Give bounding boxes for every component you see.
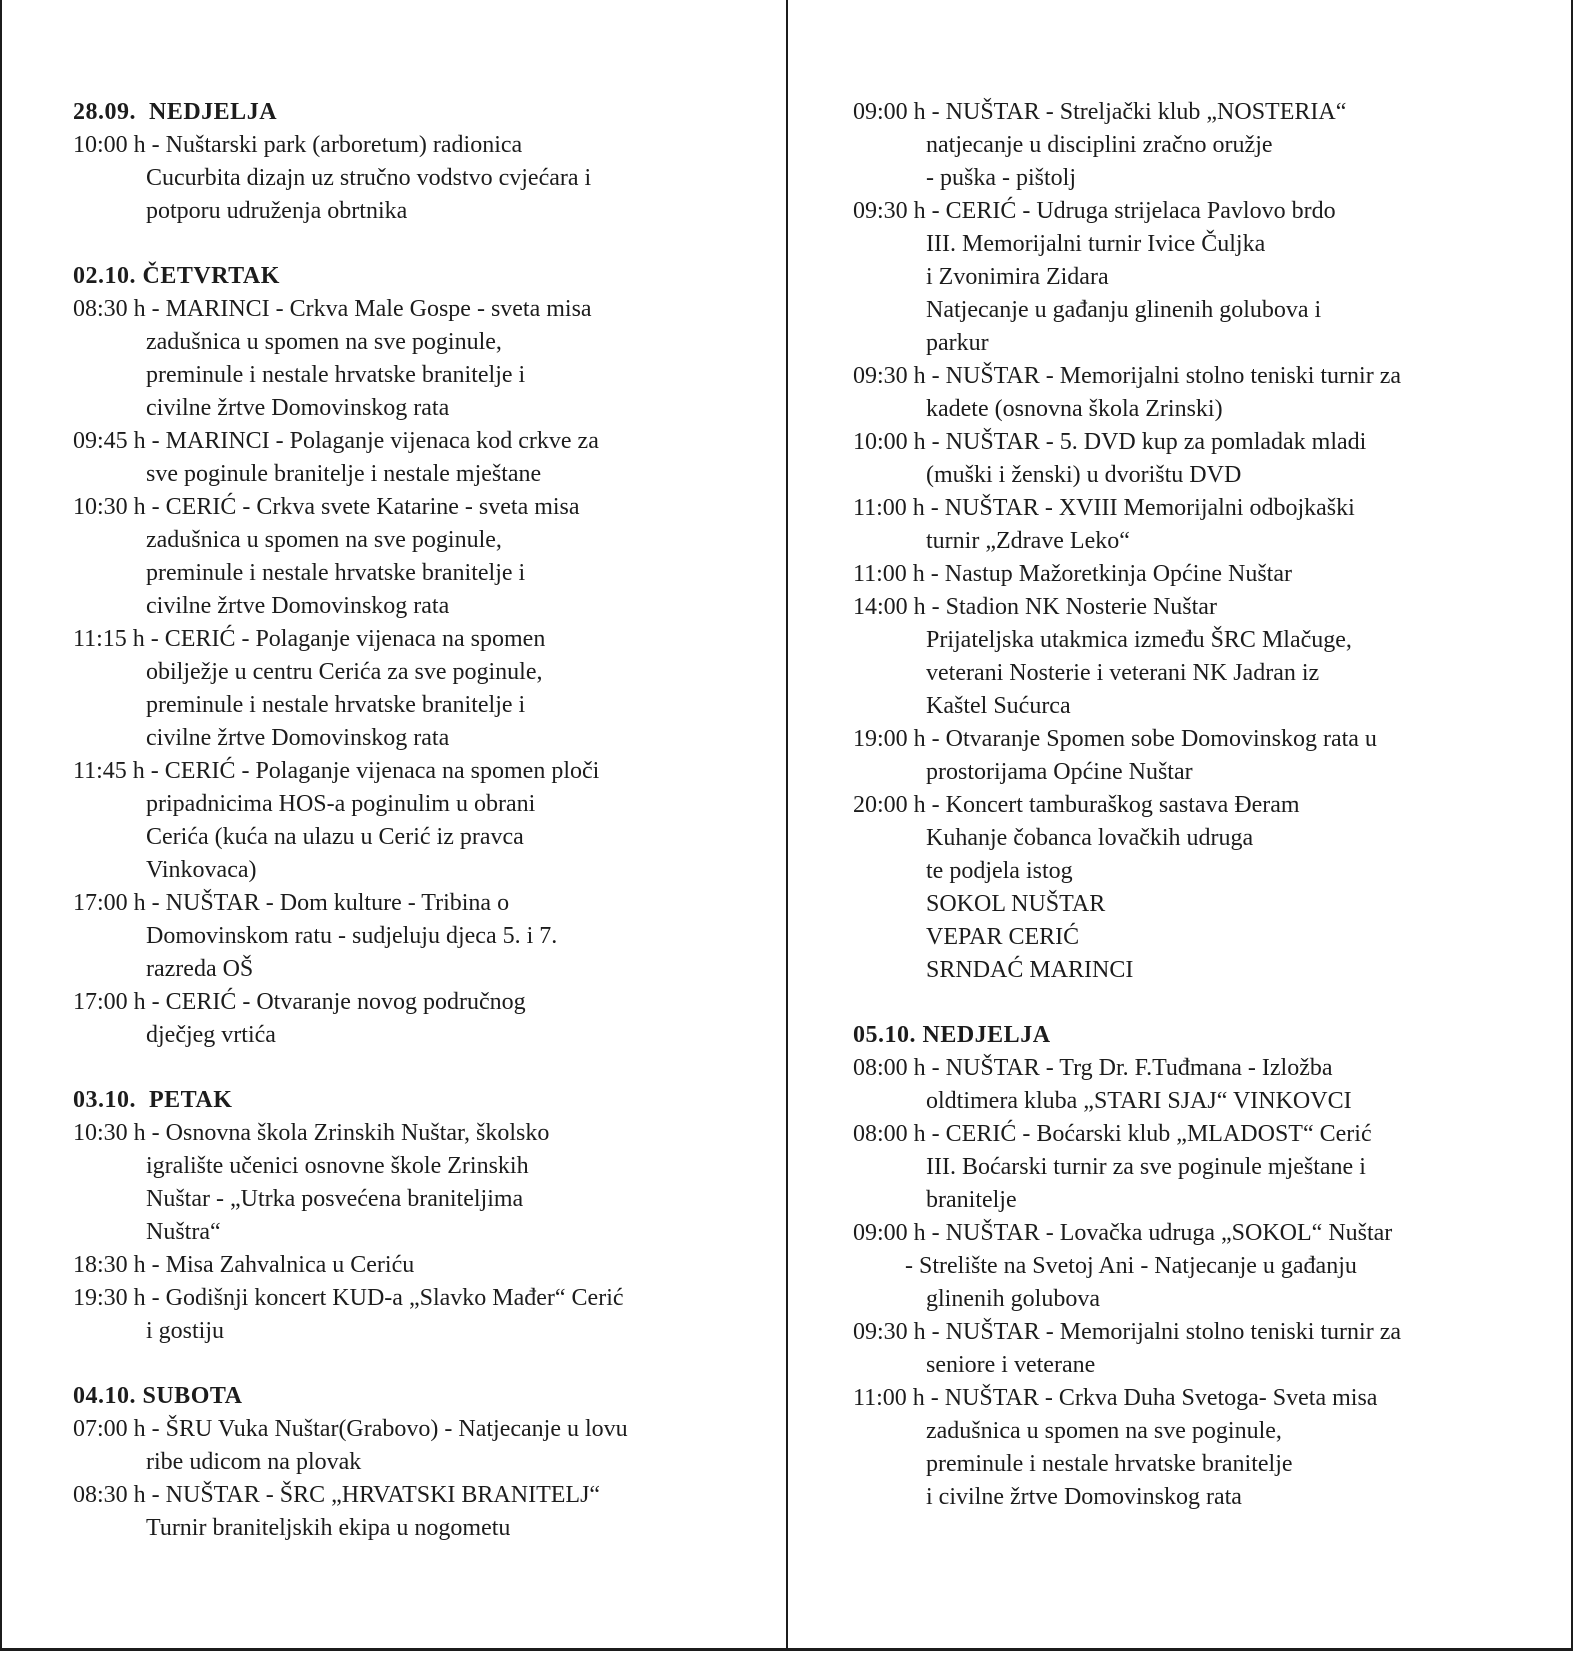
event-line-continuation: (muški i ženski) u dvorištu DVD: [926, 462, 1242, 488]
event-line-time: 17:00 h - NUŠTAR - Dom kulture - Tribina o: [73, 890, 510, 916]
event-line-time: 11:45 h - CERIĆ - Polaganje vijenaca na spomen ploči: [73, 758, 600, 784]
event-entry: [73, 1249, 773, 1282]
event-line-continuation: zadušnica u spomen na sve poginule,: [926, 1418, 1282, 1444]
event-entry: [853, 1316, 1558, 1382]
event-line-time: 09:00 h - NUŠTAR - Lovačka udruga „SOKOL“ Nuštar: [853, 1220, 1393, 1246]
event-line-continuation: Natjecanje u gađanju glinenih golubova i: [926, 297, 1322, 323]
event-line-time: 09:45 h - MARINCI - Polaganje vijenaca kod crkve za: [73, 428, 599, 454]
event-entry: [73, 1117, 773, 1249]
event-line-continuation: razreda OŠ: [146, 956, 254, 982]
event-line-time: 08:00 h - CERIĆ - Boćarski klub „MLADOST“ Cerić: [853, 1121, 1372, 1147]
event-line-continuation: te podjela istog: [926, 858, 1073, 884]
event-line-continuation: Cucurbita dizajn uz stručno vodstvo cvjećara i: [146, 165, 592, 191]
event-line-continuation: obilježje u centru Cerića za sve poginule,: [146, 659, 543, 685]
event-entry: [853, 1382, 1558, 1514]
event-line-continuation: civilne žrtve Domovinskog rata: [146, 593, 450, 619]
event-line-time: 17:00 h - CERIĆ - Otvaranje novog područnog: [73, 989, 526, 1015]
event-line-continuation: Kaštel Sućurca: [926, 693, 1071, 719]
event-line-continuation: civilne žrtve Domovinskog rata: [146, 725, 450, 751]
event-entry: [853, 360, 1558, 426]
event-line-continuation: branitelje: [926, 1187, 1017, 1213]
event-line-continuation: veterani Nosterie i veterani NK Jadran iz: [926, 660, 1320, 686]
event-line-time: 08:30 h - MARINCI - Crkva Male Gospe - sveta misa: [73, 296, 592, 322]
event-line-continuation: Nuštra“: [146, 1219, 221, 1245]
day-heading: 28.09. NEDJELJA: [73, 99, 278, 125]
day-section: [853, 96, 1558, 987]
event-line-time: 09:30 h - NUŠTAR - Memorijalni stolno teniski turnir za: [853, 1319, 1402, 1345]
event-line-time: 19:00 h - Otvaranje Spomen sobe Domovinskog rata u: [853, 726, 1377, 752]
event-entry: [73, 986, 773, 1052]
event-entry: [853, 1052, 1558, 1118]
event-line-continuation: turnir „Zdrave Leko“: [926, 528, 1130, 554]
event-line-continuation: zadušnica u spomen na sve poginule,: [146, 527, 502, 553]
event-line-continuation: Kuhanje čobanca lovačkih udruga: [926, 825, 1254, 851]
event-entry: [853, 789, 1558, 987]
event-line-continuation: natjecanje u disciplini zračno oružje: [926, 132, 1273, 158]
event-line-continuation: - puška - pištolj: [926, 165, 1076, 191]
event-entry: [853, 558, 1558, 591]
event-line-continuation: parkur: [926, 330, 989, 356]
event-line-continuation: VEPAR CERIĆ: [926, 924, 1080, 950]
event-line-continuation: dječjeg vrtića: [146, 1022, 276, 1048]
event-entry: [73, 293, 773, 425]
event-line-time: 14:00 h - Stadion NK Nosterie Nuštar: [853, 594, 1217, 620]
event-line-continuation: prostorijama Općine Nuštar: [926, 759, 1193, 785]
event-line-continuation: Cerića (kuća na ulazu u Cerić iz pravca: [146, 824, 524, 850]
event-line-continuation: SRNDAĆ MARINCI: [926, 957, 1134, 983]
event-line-continuation: civilne žrtve Domovinskog rata: [146, 395, 450, 421]
event-entry: [853, 492, 1558, 558]
event-entry: [853, 96, 1558, 195]
event-line-continuation: potporu udruženja obrtnika: [146, 198, 408, 224]
event-line-continuation: III. Memorijalni turnir Ivice Čuljka: [926, 231, 1266, 257]
event-line-continuation: preminule i nestale hrvatske branitelje i: [146, 362, 526, 388]
day-section: [73, 1380, 773, 1545]
event-line-time: 10:30 h - CERIĆ - Crkva svete Katarine - sveta misa: [73, 494, 580, 520]
event-line-continuation: seniore i veterane: [926, 1352, 1096, 1378]
event-entry: [73, 1413, 773, 1479]
schedule-column-right: [853, 96, 1558, 1514]
schedule-column-left: [73, 96, 773, 1545]
event-line-continuation: - Strelište na Svetoj Ani - Natjecanje u gađanju: [905, 1253, 1357, 1279]
event-line-time: 09:00 h - NUŠTAR - Streljački klub „NOSTERIA“: [853, 99, 1347, 125]
event-line-continuation: oldtimera kluba „STARI SJAJ“ VINKOVCI: [926, 1088, 1352, 1114]
event-line-continuation: Domovinskom ratu - sudjeluju djeca 5. i 7.: [146, 923, 558, 949]
event-line-continuation: igralište učenici osnovne škole Zrinskih: [146, 1153, 529, 1179]
event-line-time: 07:00 h - ŠRU Vuka Nuštar(Grabovo) - Natjecanje u lovu: [73, 1416, 628, 1442]
event-line-continuation: ribe udicom na plovak: [146, 1449, 362, 1475]
event-entry: [73, 491, 773, 623]
event-line-continuation: sve poginule branitelje i nestale mještane: [146, 461, 542, 487]
event-entry: [73, 887, 773, 986]
event-entry: [73, 623, 773, 755]
event-line-time: 10:00 h - NUŠTAR - 5. DVD kup za pomladak mladi: [853, 429, 1367, 455]
event-line-time: 10:00 h - Nuštarski park (arboretum) radionica: [73, 132, 523, 158]
day-section: [853, 1019, 1558, 1514]
event-entry: [853, 195, 1558, 360]
event-entry: [73, 1479, 773, 1545]
event-line-continuation: III. Boćarski turnir za sve poginule mještane i: [926, 1154, 1366, 1180]
event-line-time: 10:30 h - Osnovna škola Zrinskih Nuštar, školsko: [73, 1120, 550, 1146]
day-heading: 03.10. PETAK: [73, 1087, 233, 1113]
event-line-continuation: preminule i nestale hrvatske branitelje i: [146, 560, 526, 586]
day-heading: 05.10. NEDJELJA: [853, 1022, 1051, 1048]
event-line-continuation: glinenih golubova: [926, 1286, 1100, 1312]
event-line-time: 11:00 h - Nastup Mažoretkinja Općine Nuštar: [853, 561, 1292, 587]
day-heading: 04.10. SUBOTA: [73, 1383, 243, 1409]
event-entry: [73, 425, 773, 491]
event-entry: [73, 129, 773, 228]
event-entry: [853, 426, 1558, 492]
event-line-continuation: Nuštar - „Utrka posvećena braniteljima: [146, 1186, 524, 1212]
event-line-time: 11:15 h - CERIĆ - Polaganje vijenaca na spomen: [73, 626, 546, 652]
event-line-continuation: i civilne žrtve Domovinskog rata: [926, 1484, 1242, 1510]
event-line-continuation: kadete (osnovna škola Zrinski): [926, 396, 1223, 422]
event-line-continuation: preminule i nestale hrvatske branitelje: [926, 1451, 1293, 1477]
event-line-continuation: Prijateljska utakmica između ŠRC Mlačuge,: [926, 627, 1352, 653]
event-line-time: 19:30 h - Godišnji koncert KUD-a „Slavko Mađer“ Cerić: [73, 1285, 624, 1311]
event-line-time: 09:30 h - NUŠTAR - Memorijalni stolno teniski turnir za: [853, 363, 1402, 389]
event-line-continuation: SOKOL NUŠTAR: [926, 891, 1106, 917]
event-entry: [73, 755, 773, 887]
event-entry: [73, 1282, 773, 1348]
event-entry: [853, 591, 1558, 723]
event-line-continuation: pripadnicima HOS-a poginulim u obrani: [146, 791, 536, 817]
event-line-continuation: zadušnica u spomen na sve poginule,: [146, 329, 502, 355]
event-line-continuation: Vinkovaca): [146, 857, 257, 883]
event-line-time: 18:30 h - Misa Zahvalnica u Ceriću: [73, 1252, 415, 1278]
event-entry: [853, 1118, 1558, 1217]
day-heading: 02.10. ČETVRTAK: [73, 263, 280, 289]
event-line-time: 20:00 h - Koncert tamburaškog sastava Đeram: [853, 792, 1300, 818]
event-line-time: 08:00 h - NUŠTAR - Trg Dr. F.Tuđmana - Izložba: [853, 1055, 1333, 1081]
event-entry: [853, 723, 1558, 789]
event-line-time: 08:30 h - NUŠTAR - ŠRC „HRVATSKI BRANITELJ“: [73, 1482, 601, 1508]
column-divider: [786, 0, 788, 1651]
event-line-continuation: Turnir braniteljskih ekipa u nogometu: [146, 1515, 511, 1541]
event-line-time: 09:30 h - CERIĆ - Udruga strijelaca Pavlovo brdo: [853, 198, 1336, 224]
day-section: [73, 1084, 773, 1348]
event-line-continuation: i gostiju: [146, 1318, 225, 1344]
day-section: [73, 260, 773, 1052]
day-section: [73, 96, 773, 228]
event-line-continuation: preminule i nestale hrvatske branitelje i: [146, 692, 526, 718]
event-line-time: 11:00 h - NUŠTAR - XVIII Memorijalni odbojkaški: [853, 495, 1355, 521]
event-entry: [853, 1217, 1558, 1316]
event-line-continuation: i Zvonimira Zidara: [926, 264, 1109, 290]
event-line-time: 11:00 h - NUŠTAR - Crkva Duha Svetoga- Sveta misa: [853, 1385, 1378, 1411]
